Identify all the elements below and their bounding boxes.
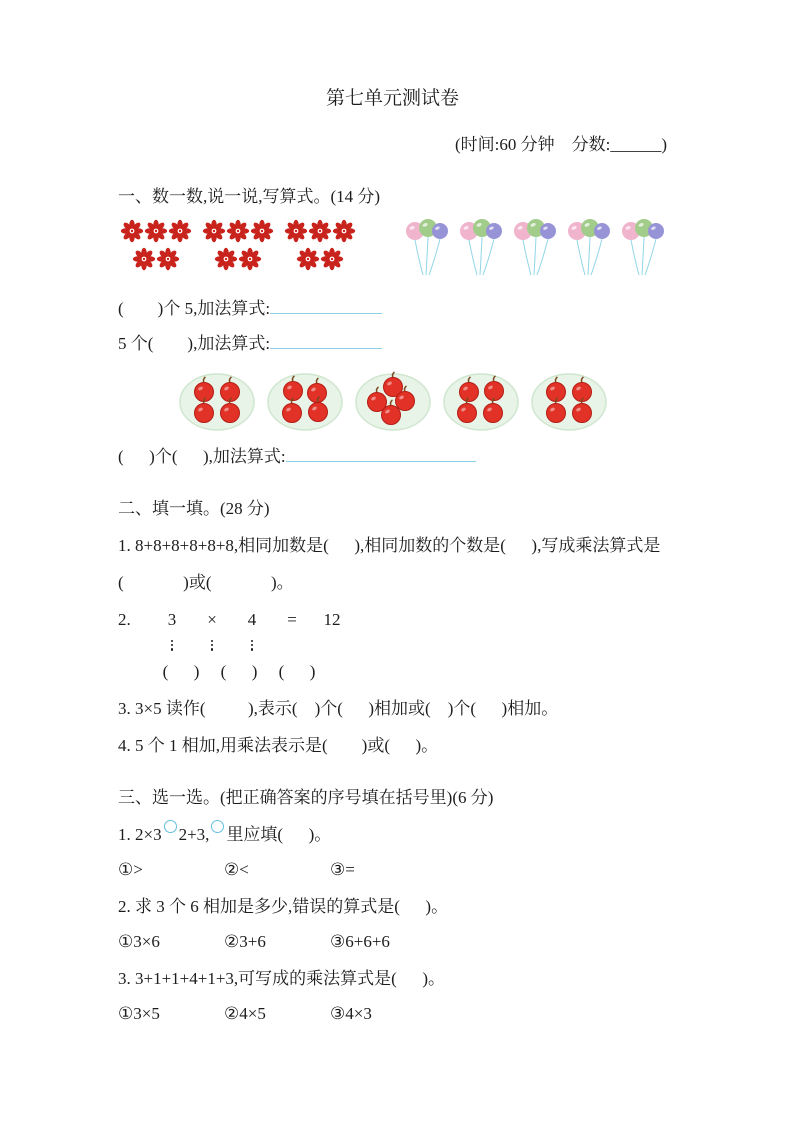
answer-blank bbox=[270, 298, 382, 314]
counting-illustrations bbox=[118, 218, 667, 278]
question-flowers-label: ( )个 5,加法算式: bbox=[118, 299, 271, 318]
answer-blank bbox=[270, 333, 382, 349]
vertical-dots-icon bbox=[211, 640, 213, 651]
choice-option: ③6+6+6 bbox=[330, 932, 390, 951]
answer-blank: ( ) bbox=[162, 662, 200, 681]
fill-item-4: 4. 5 个 1 相加,用乘法表示是( )或( )。 bbox=[118, 736, 439, 755]
vertical-dots-icon bbox=[171, 640, 173, 651]
fill-item-1-line2: ( )或( )。 bbox=[118, 573, 294, 592]
choice-option: ③= bbox=[330, 860, 355, 879]
fill-item-2-equation bbox=[118, 609, 667, 631]
item-number: 2. bbox=[118, 610, 131, 629]
apple-plate-icon bbox=[177, 369, 257, 433]
balloon-bunch-icon bbox=[511, 218, 559, 278]
section2-heading: 二、填一填。(28 分) bbox=[118, 499, 270, 518]
flower-group-icon bbox=[200, 218, 276, 274]
equation-term: × bbox=[207, 610, 217, 629]
question-balloons-label: 5 个( ),加法算式: bbox=[118, 334, 271, 353]
flower-group-icon bbox=[118, 218, 194, 274]
vertical-dots-icon bbox=[251, 640, 253, 651]
section1-heading: 一、数一数,说一说,写算式。(14 分) bbox=[118, 187, 381, 206]
fill-item-2 bbox=[118, 609, 667, 683]
choice-row-3 bbox=[118, 1003, 667, 1025]
equation-term: 4 bbox=[247, 610, 257, 629]
time-score-line: (时间:60 分钟 分数:______) bbox=[454, 135, 667, 154]
question-flowers bbox=[118, 298, 667, 320]
answer-blank: ( ) bbox=[278, 662, 316, 681]
question-apples-label: ( )个( ),加法算式: bbox=[118, 447, 286, 466]
apple-plate-icon bbox=[265, 369, 345, 433]
choice-row-2 bbox=[118, 931, 667, 953]
circle-placeholder-icon bbox=[211, 820, 224, 833]
balloon-bunch-icon bbox=[619, 218, 667, 278]
choice-question-1 bbox=[118, 824, 667, 846]
choice-question-3: 3. 3+1+1+4+1+3,可写成的乘法算式是( )。 bbox=[118, 969, 446, 988]
choice-row-1 bbox=[118, 859, 667, 881]
section3-heading: 三、选一选。(把正确答案的序号填在括号里)(6 分) bbox=[118, 788, 494, 807]
balloon-bunches bbox=[403, 218, 667, 278]
fill-item-2-dots bbox=[118, 633, 667, 655]
question-apples bbox=[118, 446, 667, 468]
apple-plate-icon bbox=[441, 369, 521, 433]
choice-question-2: 2. 求 3 个 6 相加是多少,错误的算式是( )。 bbox=[118, 897, 449, 916]
fill-item-3: 3. 3×5 读作( ),表示( )个( )相加或( )个( )相加。 bbox=[118, 699, 559, 718]
choice-option: ②4×5 bbox=[224, 1004, 266, 1023]
question-balloons bbox=[118, 333, 667, 355]
balloon-bunch-icon bbox=[403, 218, 451, 278]
equation-term: 3 bbox=[167, 610, 177, 629]
page-title: 第七单元测试卷 bbox=[325, 88, 459, 109]
choice-option: ①3×6 bbox=[118, 932, 160, 951]
fill-item-2-blanks bbox=[118, 661, 667, 683]
choice-option: ①3×5 bbox=[118, 1004, 160, 1023]
flower-group-icon bbox=[282, 218, 358, 274]
apple-plates bbox=[118, 369, 667, 433]
answer-blank: ( ) bbox=[220, 662, 258, 681]
choice-option: ③4×3 bbox=[330, 1004, 372, 1023]
choice-option: ②< bbox=[224, 860, 249, 879]
apple-plate-icon bbox=[529, 369, 609, 433]
equation-term: 12 bbox=[323, 610, 341, 629]
choice-question-1-text: 里应填( )。 bbox=[226, 825, 332, 844]
circle-placeholder-icon bbox=[164, 820, 177, 833]
apple-plate-icon bbox=[353, 369, 433, 433]
choice-question-1-text: 1. 2×3 bbox=[118, 825, 162, 844]
balloon-bunch-icon bbox=[457, 218, 505, 278]
choice-option: ②3+6 bbox=[224, 932, 266, 951]
choice-question-1-text: 2+3, bbox=[178, 825, 210, 844]
answer-blank bbox=[286, 446, 476, 462]
fill-item-1-line1: 1. 8+8+8+8+8+8,相同加数是( ),相同加数的个数是( ),写成乘法算式是 bbox=[118, 536, 661, 555]
balloon-bunch-icon bbox=[565, 218, 613, 278]
choice-option: ①> bbox=[118, 860, 143, 879]
equation-term: = bbox=[287, 610, 297, 629]
flower-groups bbox=[118, 218, 358, 274]
